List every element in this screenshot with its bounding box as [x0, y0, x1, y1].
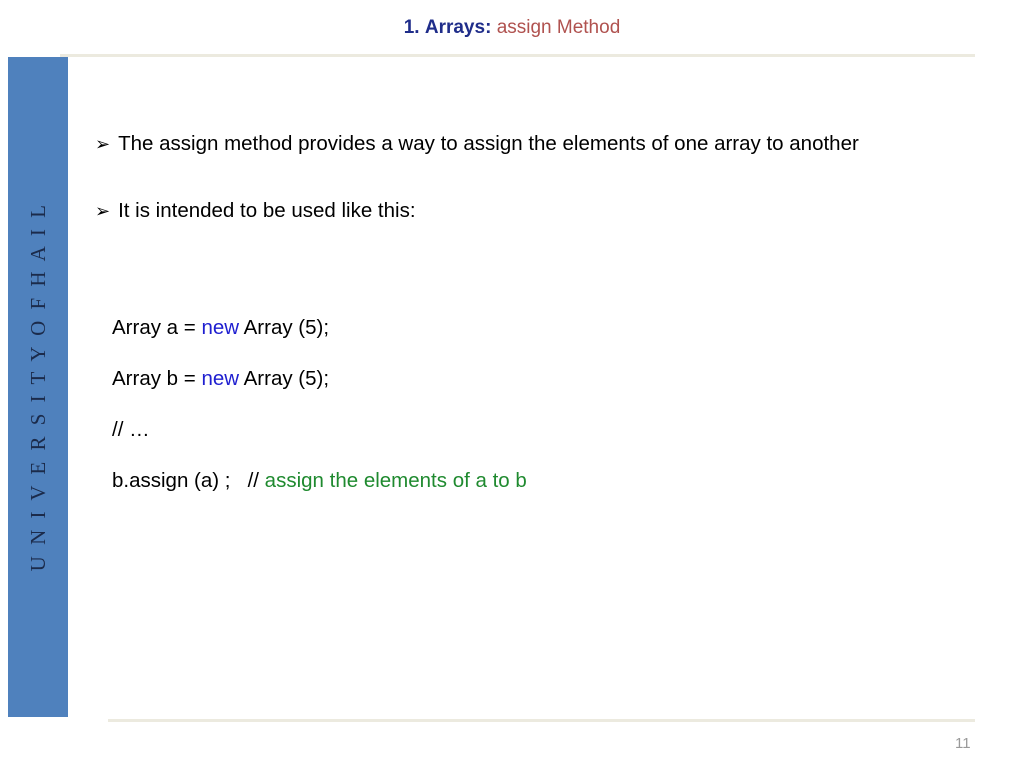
bullet-item [95, 120, 985, 169]
page-title [0, 16, 1024, 40]
title-keyword: Arrays: [424, 17, 492, 38]
bullet-text: It is intended to be used like this: [118, 199, 416, 222]
bullet-text: The assign method provides a way to assign the elements of one array to another [118, 132, 859, 155]
code-keyword: new [201, 316, 240, 339]
code-text: Array (5); [239, 316, 330, 339]
university-label: U N I V E R S I T Y O F H A I L [25, 202, 50, 572]
title-number: 1. [403, 17, 420, 38]
code-text: Array a = [112, 316, 202, 339]
code-line [112, 404, 985, 455]
code-line [112, 353, 985, 404]
title-subtitle: assign Method [496, 17, 621, 38]
code-sample [112, 302, 985, 506]
arrow-bullet-icon: ➢ [95, 201, 111, 222]
arrow-bullet-icon: ➢ [95, 134, 111, 155]
bottom-divider [108, 719, 975, 722]
code-text: Array (5); [239, 367, 330, 390]
code-line [112, 302, 985, 353]
slide-body [95, 120, 985, 506]
code-text: // … [112, 418, 150, 441]
code-line [112, 455, 985, 506]
code-keyword: new [201, 367, 240, 390]
bullet-item [95, 187, 985, 236]
page-number: 11 [955, 735, 971, 752]
code-text: b.assign (a) ; // [112, 469, 265, 492]
code-comment: assign the elements of a to b [264, 469, 527, 492]
top-divider [60, 54, 975, 57]
sidebar-band-text [8, 57, 68, 717]
code-text: Array b = [112, 367, 202, 390]
